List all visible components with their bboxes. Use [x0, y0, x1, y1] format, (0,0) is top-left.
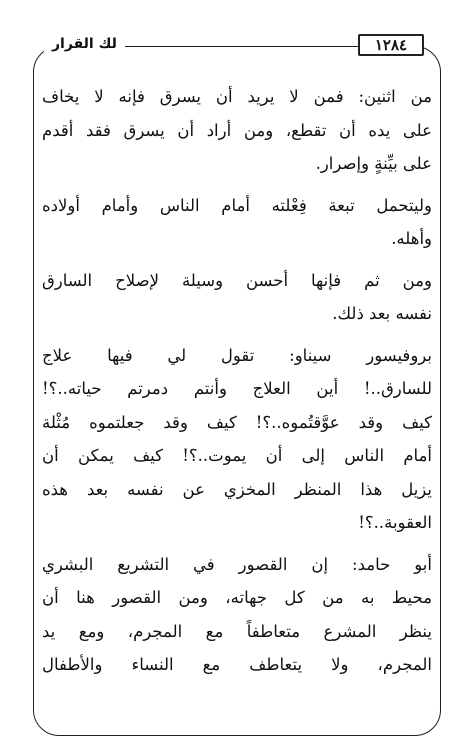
text-line: نفسه بعد ذلك.	[332, 304, 432, 323]
text-line: من اثنين: فمن لا يريد أن يسرق فإنه لا يخاف	[42, 87, 432, 106]
running-title: لك القرار	[44, 34, 125, 56]
text-line: كيف وقد عوَّقتُموه..؟! كيف وقد جعلتموه مُثْلة	[42, 412, 432, 432]
text-line: يزيل هذا المنظر المخزي عن نفسه بعد هذه	[42, 479, 432, 499]
text-line: بروفيسور سيناو: تقول لي فيها علاج	[42, 345, 432, 365]
text-line: ومن ثم فإنها أحسن وسيلة لإصلاح السارق	[42, 270, 432, 290]
paragraph	[42, 80, 432, 181]
text-line: وأهله.	[391, 229, 432, 248]
paragraph	[42, 339, 432, 540]
text-line: أمام الناس إلى أن يموت..؟! كيف يمكن أن	[42, 446, 432, 465]
text-line: على بيِّنةٍ وإصرار.	[315, 154, 432, 173]
text-line: للسارق..! أين العلاج وأنتم دمرتم حياته..؟!	[42, 379, 432, 398]
page-body	[42, 80, 432, 682]
text-line: على يده أن تقطع، ومن أراد أن يسرق فقد أقدم	[42, 120, 432, 140]
text-line: ينظر المشرع متعاطفاً مع المجرم، ومع يد	[42, 621, 432, 641]
text-line: وليتحمل تبعة فِعْلته أمام الناس وأمام أولاده	[42, 195, 432, 215]
text-line: محيط به من كل جهاته، ومن القصور هنا أن	[42, 588, 432, 607]
paragraph	[42, 189, 432, 256]
text-line: العقوبة..؟!	[358, 513, 432, 532]
paragraph	[42, 548, 432, 682]
page-number: ١٢٨٤	[358, 34, 424, 56]
paragraph	[42, 264, 432, 331]
page-header	[0, 34, 470, 58]
text-line: المجرم، ولا يتعاطف مع النساء والأطفال	[42, 655, 432, 674]
text-line: أبو حامد: إن القصور في التشريع البشري	[42, 554, 432, 574]
